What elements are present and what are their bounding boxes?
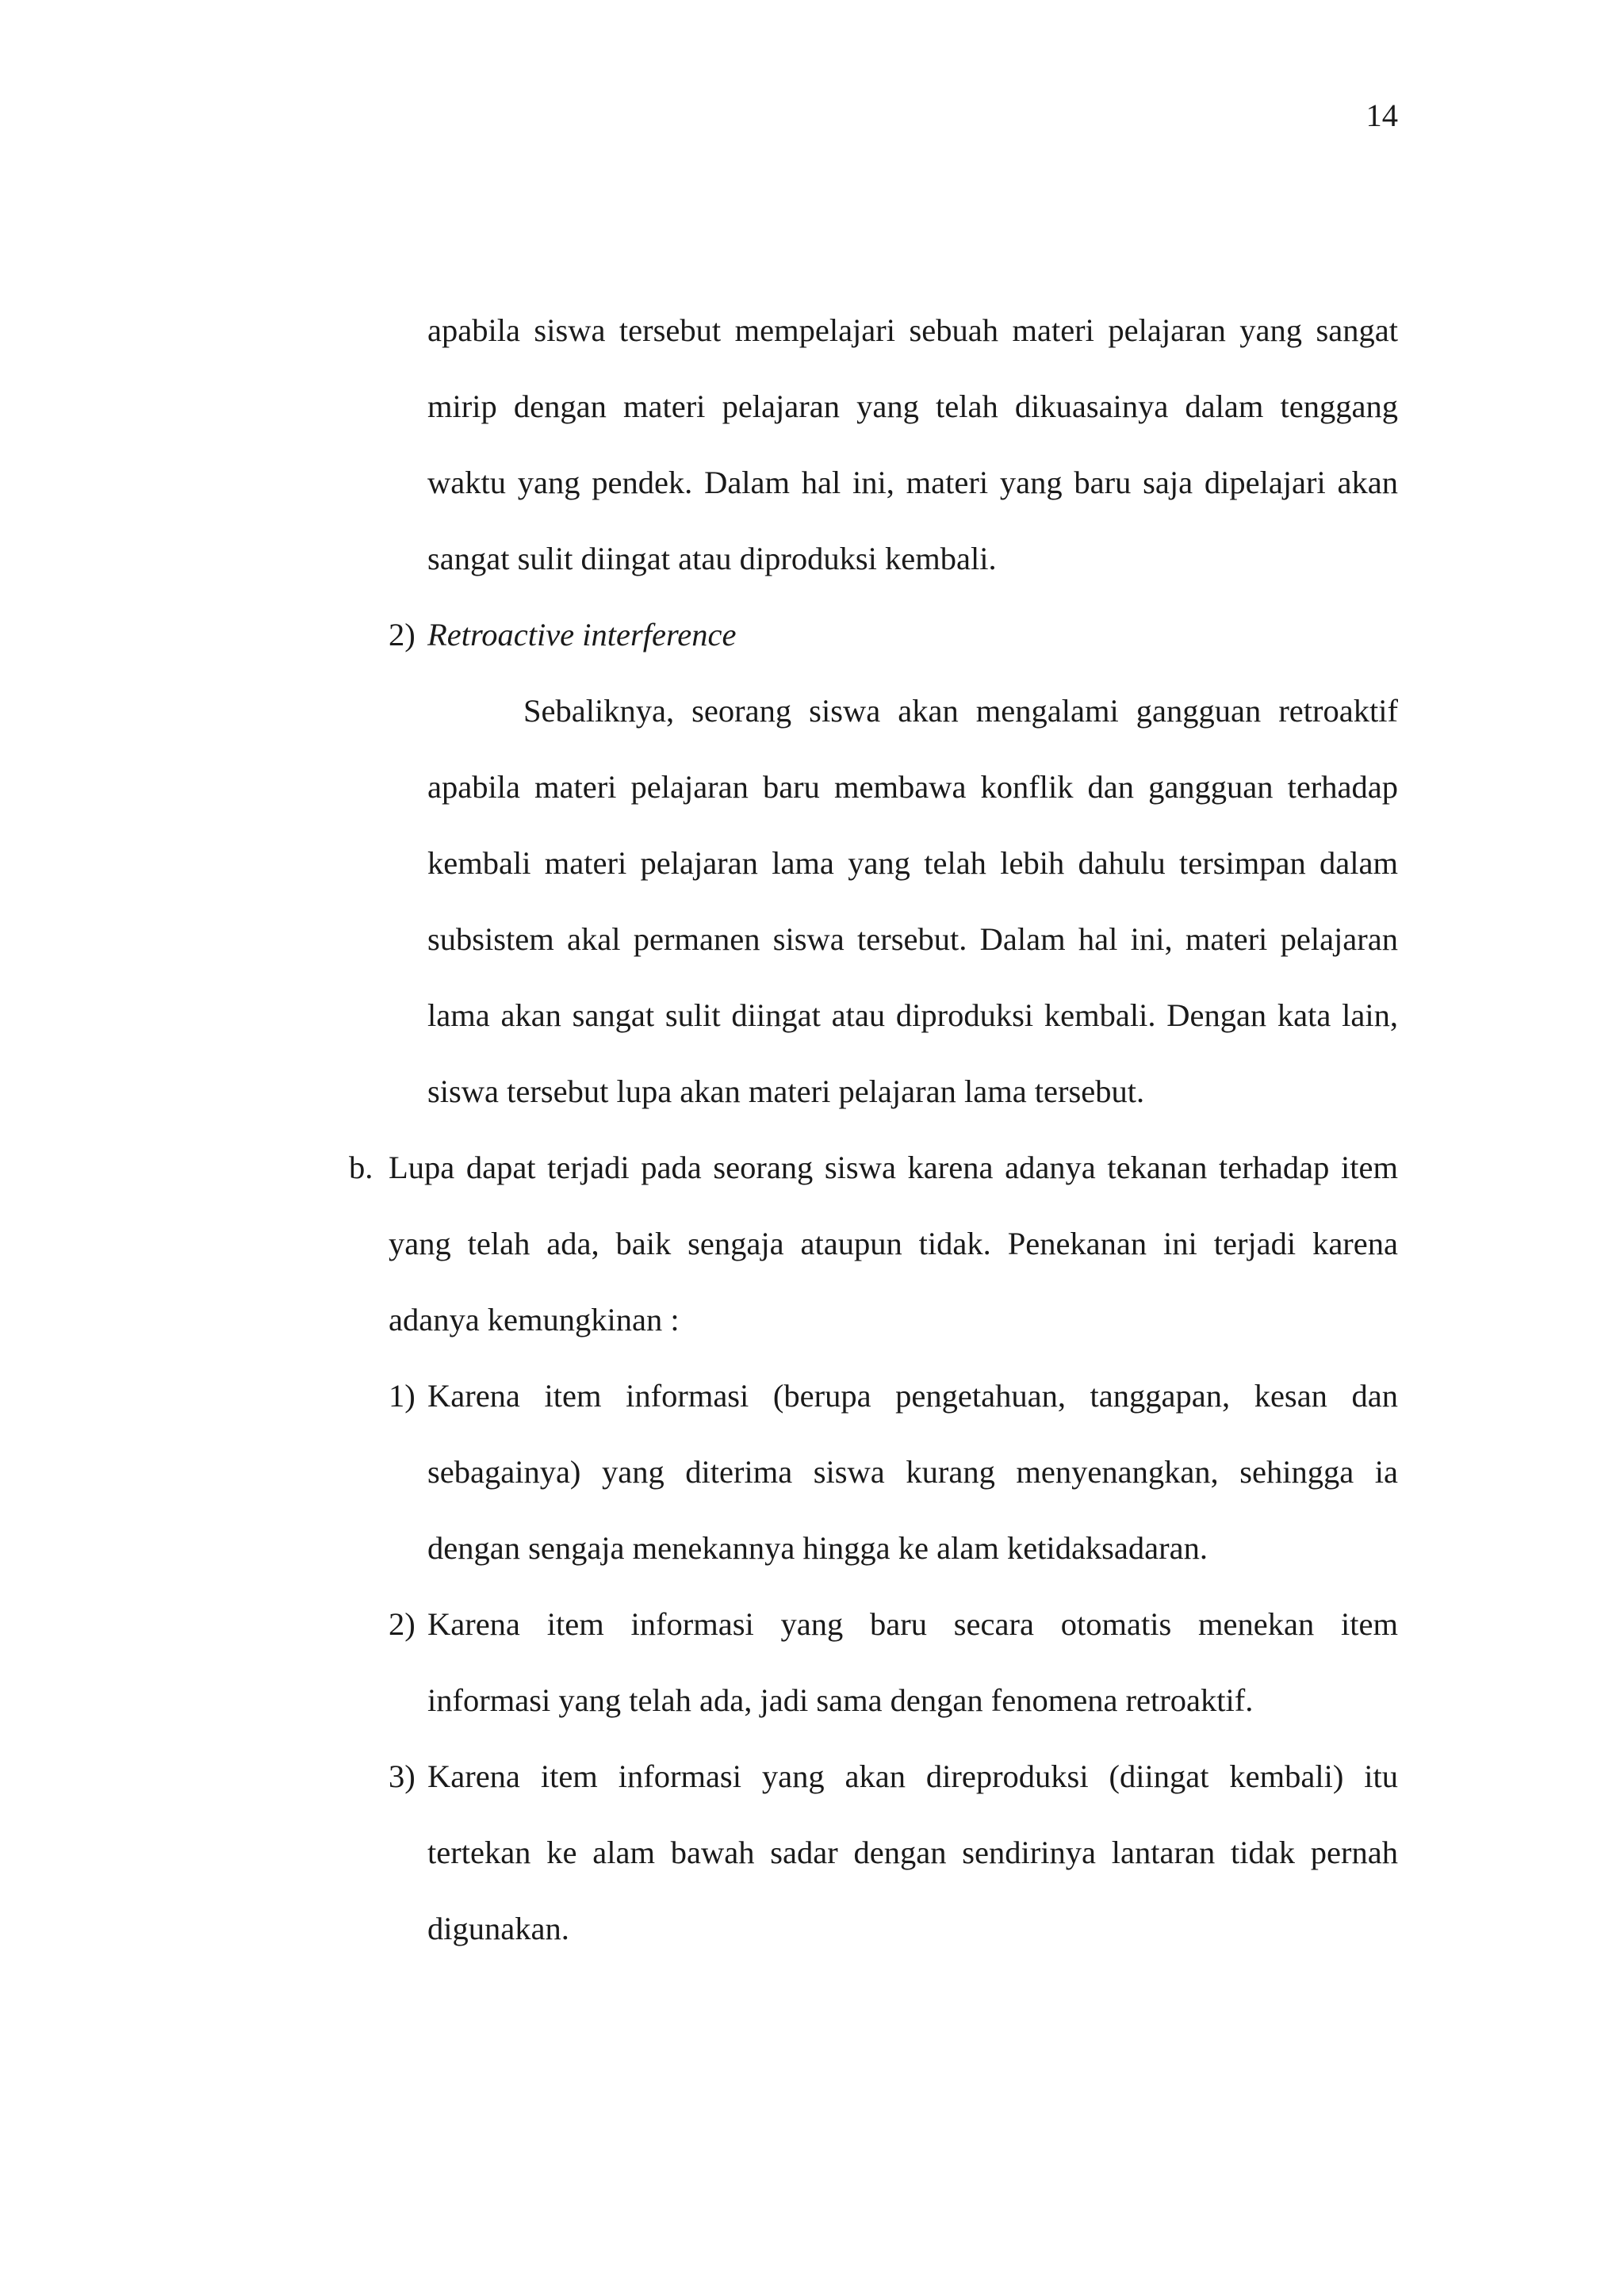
paragraph-line: siswa tersebut lupa akan materi pelajaran lama tersebut. (427, 1073, 1145, 1109)
paragraph-line: sebagainya) yang diterima siswa kurang menyenangkan, sehingga ia (427, 1454, 1398, 1490)
paragraph-line: adanya kemungkinan : (389, 1302, 680, 1337)
paragraph-line: Sebaliknya, seorang siswa akan mengalami gangguan retroaktif (523, 693, 1398, 729)
paragraph-line: lama akan sangat sulit diingat atau diproduksi kembali. Dengan kata lain, (427, 997, 1398, 1033)
paragraph-line: informasi yang telah ada, jadi sama dengan fenomena retroaktif. (427, 1682, 1254, 1718)
paragraph-line: kembali materi pelajaran lama yang telah lebih dahulu tersimpan dalam (427, 845, 1398, 881)
paragraph-line: Lupa dapat terjadi pada seorang siswa karena adanya tekanan terhadap item (389, 1150, 1398, 1185)
paragraph-line: apabila siswa tersebut mempelajari sebuah materi pelajaran yang sangat (427, 312, 1398, 348)
paragraph-line: yang telah ada, baik sengaja ataupun tidak. Penekanan ini terjadi karena (389, 1226, 1398, 1261)
list-marker: 2) (389, 1606, 416, 1642)
paragraph-line: mirip dengan materi pelajaran yang telah dikuasainya dalam tenggang (427, 388, 1398, 424)
paragraph-line: subsistem akal permanen siswa tersebut. Dalam hal ini, materi pelajaran (427, 921, 1398, 957)
list-marker: 3) (389, 1758, 416, 1794)
list-item-heading: Retroactive interference (427, 617, 737, 652)
page-number: 14 (1365, 98, 1398, 133)
list-marker: 1) (389, 1378, 416, 1414)
paragraph-line: digunakan. (427, 1911, 569, 1946)
list-marker: b. (349, 1150, 373, 1185)
paragraph-line: dengan sengaja menekannya hingga ke alam ketidaksadaran. (427, 1530, 1208, 1566)
paragraph-line: Karena item informasi (berupa pengetahuan, tanggapan, kesan dan (427, 1378, 1398, 1414)
paragraph-line: Karena item informasi yang baru secara otomatis menekan item (427, 1606, 1398, 1642)
paragraph-line: sangat sulit diingat atau diproduksi kembali. (427, 541, 997, 576)
paragraph-line: apabila materi pelajaran baru membawa konflik dan gangguan terhadap (427, 769, 1398, 805)
paragraph-line: tertekan ke alam bawah sadar dengan sendirinya lantaran tidak pernah (427, 1835, 1398, 1870)
paragraph-line: waktu yang pendek. Dalam hal ini, materi yang baru saja dipelajari akan (427, 465, 1398, 500)
paragraph-line: Karena item informasi yang akan direproduksi (diingat kembali) itu (427, 1758, 1398, 1794)
list-marker: 2) (389, 617, 416, 652)
